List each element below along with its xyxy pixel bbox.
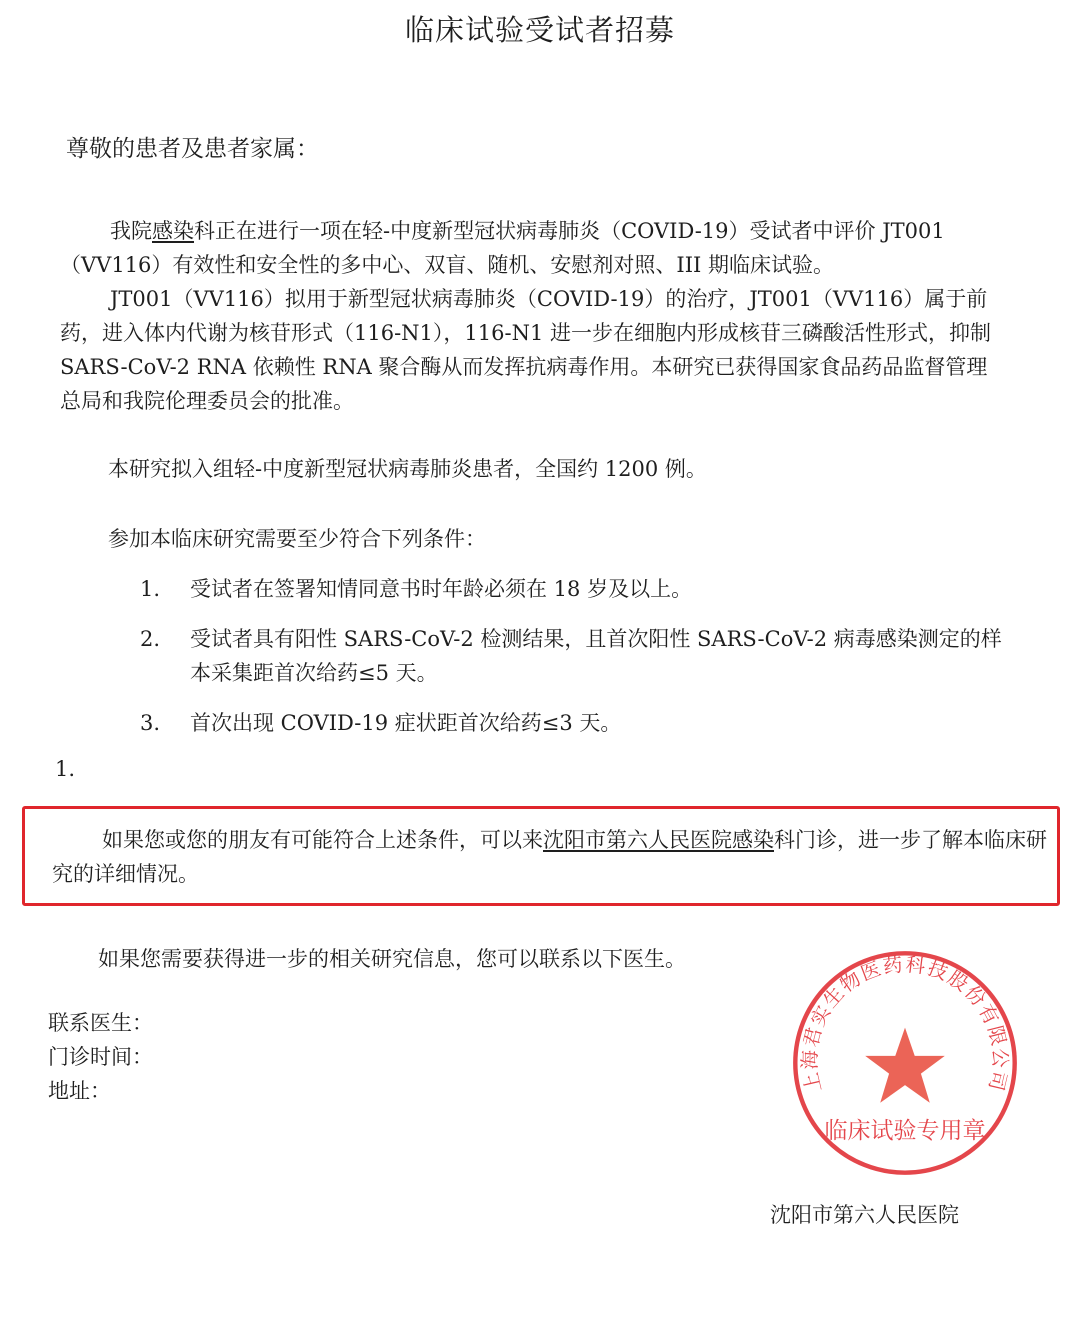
- text: 科正在进行一项在轻-中度新型冠状病毒肺炎（COVID-19）受试者中评价 JT001: [194, 219, 945, 243]
- paragraph-5: 如果您需要获得进一步的相关研究信息，您可以联系以下医生。: [98, 947, 686, 971]
- criterion-3: [140, 706, 1005, 740]
- paragraph-2-line-1: JT001（VV116）拟用于新型冠状病毒肺炎（COVID-19）的治疗，JT001（VV116）属: [110, 287, 946, 311]
- paragraph-1-line-2: （VV116）有效性和安全性的多中心、双盲、随机、安慰剂对照、III 期临床试验。: [60, 253, 834, 277]
- clinic-hours-label: 门诊时间：: [48, 1045, 153, 1069]
- criterion-2: [140, 622, 1005, 690]
- criterion-number: 2.: [140, 627, 161, 651]
- text: 如果您或您的朋友有可能符合上述条件，可以来: [102, 828, 543, 852]
- criterion-1-text: 受试者在签署知情同意书时年龄必须在 18 岁及以上。: [190, 577, 693, 601]
- highlight-paragraph: [52, 823, 1052, 891]
- criterion-2-line-1: 受试者具有阳性 SARS-CoV-2 检测结果，且首次阳性 SARS-CoV-2 病毒感染测: [190, 627, 939, 651]
- paragraph-2-line-3: 形式，抑制 SARS-CoV-2 RNA 依赖性 RNA 聚合酶从而发挥抗病毒作用。本研究已获得国家: [60, 321, 992, 379]
- contact-doctor-label: 联系医生：: [48, 1011, 153, 1035]
- page-title: 临床试验受试者招募: [404, 13, 675, 47]
- paragraph-2: [60, 282, 1003, 418]
- underlined-text: 感染: [732, 828, 774, 852]
- signature-hospital: 沈阳市第六人民医院: [770, 1203, 959, 1227]
- paragraph-1: [60, 214, 1003, 282]
- stray-list-number: 1.: [55, 757, 76, 781]
- salutation: 尊敬的患者及患者家属：: [66, 136, 319, 162]
- criterion-1: [140, 572, 1005, 606]
- hospital-name-underlined: 沈阳市第六人民医院: [543, 828, 732, 852]
- criterion-2-text: [190, 622, 1005, 690]
- criterion-3-text: 首次出现 COVID-19 症状距首次给药≤3 天。: [190, 711, 622, 735]
- criterion-number: 3.: [140, 711, 161, 735]
- paragraph-2-line-2: 于前药，进入体内代谢为核苷形式（116-N1），116-N1 进一步在细胞内形成核苷三磷酸活性: [60, 287, 988, 345]
- paragraph-1-line-1: [110, 219, 945, 243]
- paragraph-3: 本研究拟入组轻-中度新型冠状病毒肺炎患者，全国约 1200 例。: [108, 457, 707, 481]
- highlight-line-2: 步了解本临床研究的详细情况。: [52, 828, 1047, 886]
- paragraph-4: 参加本临床研究需要至少符合下列条件：: [108, 527, 486, 551]
- address-label: 地址：: [48, 1079, 111, 1103]
- criterion-number: 1.: [140, 577, 161, 601]
- text: 科门诊，进一: [774, 828, 900, 852]
- criterion-2-line-2: 定的样本采集距首次给药≤5 天。: [190, 627, 1002, 685]
- svg-text:临床试验专用章: 临床试验专用章: [824, 1118, 986, 1145]
- underlined-text: 感染: [152, 219, 194, 243]
- svg-text:上海君实生物医药科技股份有限公司: 上海君实生物医药科技股份有限公司: [798, 952, 1012, 1095]
- paragraph-2-line-4: 食品药品监督管理总局和我院伦理委员会的批准。: [60, 355, 988, 413]
- text: 我院: [110, 219, 152, 243]
- highlight-box: [22, 806, 1060, 906]
